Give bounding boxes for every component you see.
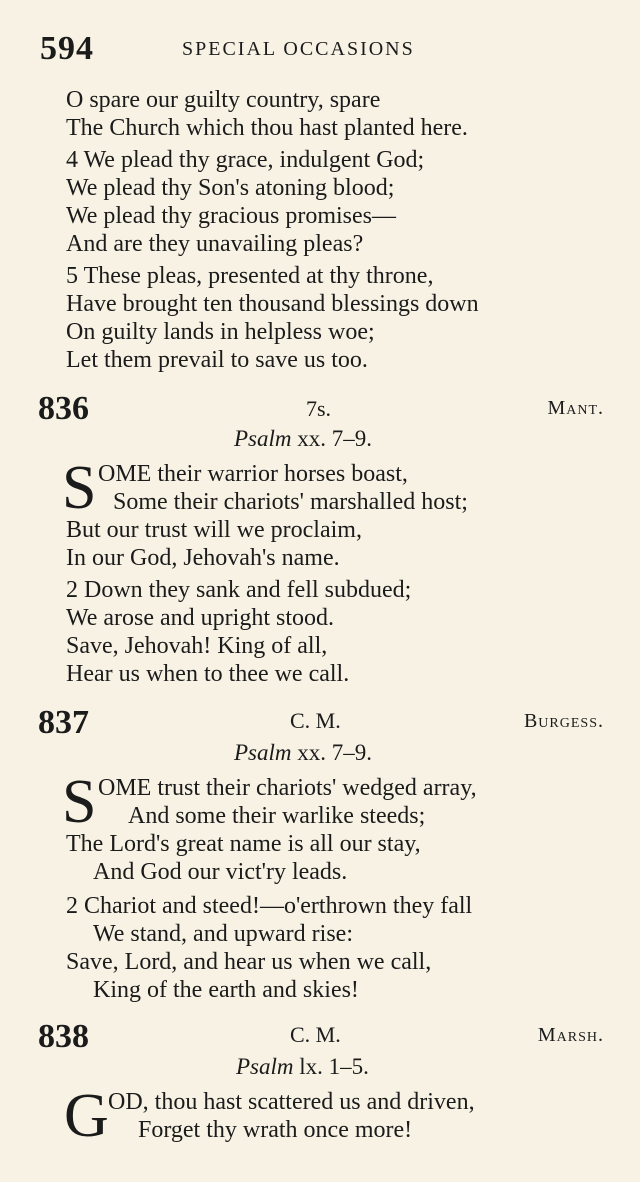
verse-line: Save, Jehovah! King of all, bbox=[66, 633, 328, 659]
verse-line: And are they unavailing pleas? bbox=[66, 231, 364, 257]
hymn-number: 837 bbox=[38, 704, 89, 741]
first-line: OME trust their chariots' wedged array, bbox=[98, 775, 477, 801]
hymn-number: 836 bbox=[38, 390, 89, 427]
verse-line: O spare our guilty country, spare bbox=[66, 87, 381, 113]
verse-line: Hear us when to thee we call. bbox=[66, 661, 350, 687]
psalm-ref: lx. 1–5. bbox=[299, 1054, 369, 1079]
drop-cap: S bbox=[62, 768, 97, 836]
psalm-word: Psalm bbox=[234, 426, 292, 451]
hymn-number: 838 bbox=[38, 1018, 89, 1055]
psalm-reference bbox=[234, 740, 372, 766]
verse-line: The Lord's great name is all our stay, bbox=[66, 831, 421, 857]
first-line: OD, thou hast scattered us and driven, bbox=[108, 1089, 475, 1115]
drop-cap: G bbox=[64, 1082, 109, 1150]
psalm-word: Psalm bbox=[234, 740, 292, 765]
verse-line: On guilty lands in helpless woe; bbox=[66, 319, 375, 345]
psalm-ref: xx. 7–9. bbox=[297, 740, 372, 765]
tune-name: Marsh. bbox=[537, 1024, 604, 1046]
verse-line: We plead thy Son's atoning blood; bbox=[66, 175, 395, 201]
verse-line: Let them prevail to save us too. bbox=[66, 347, 368, 373]
verse-line: The Church which thou hast planted here. bbox=[66, 115, 468, 141]
hymn-meter: C. M. bbox=[290, 708, 341, 733]
psalm-reference bbox=[234, 426, 372, 452]
verse-line: We plead thy gracious promises— bbox=[66, 203, 396, 229]
verse-line: Some their chariots' marshalled host; bbox=[113, 489, 468, 515]
verse-line: And God our vict'ry leads. bbox=[93, 859, 348, 885]
drop-cap: S bbox=[62, 454, 97, 522]
verse-line: 4 We plead thy grace, indulgent God; bbox=[66, 147, 425, 173]
psalm-reference bbox=[236, 1054, 369, 1080]
first-line: OME their warrior horses boast, bbox=[98, 461, 408, 487]
psalm-ref: xx. 7–9. bbox=[297, 426, 372, 451]
verse-line: Save, Lord, and hear us when we call, bbox=[66, 949, 432, 975]
page-header bbox=[40, 30, 600, 70]
verse-line: Have brought ten thousand blessings down bbox=[66, 291, 479, 317]
page-number: 594 bbox=[40, 30, 94, 67]
hymn-meter: C. M. bbox=[290, 1022, 341, 1047]
verse-line: And some their warlike steeds; bbox=[128, 803, 426, 829]
verse-line: 5 These pleas, presented at thy throne, bbox=[66, 263, 434, 289]
verse-line: 2 Down they sank and fell subdued; bbox=[66, 577, 412, 603]
tune-name: Mant. bbox=[547, 397, 604, 419]
verse-line: In our God, Jehovah's name. bbox=[66, 545, 340, 571]
verse-line: But our trust will we proclaim, bbox=[66, 517, 362, 543]
hymn-meter: 7s. bbox=[306, 396, 332, 421]
verse-line: We stand, and upward rise: bbox=[93, 921, 353, 947]
verse-line: 2 Chariot and steed!—o'erthrown they fall bbox=[66, 893, 473, 919]
psalm-word: Psalm bbox=[236, 1054, 294, 1079]
verse-line: King of the earth and skies! bbox=[93, 977, 359, 1003]
running-head: SPECIAL OCCASIONS bbox=[182, 38, 415, 60]
tune-name: Burgess. bbox=[523, 710, 604, 732]
verse-line: We arose and upright stood. bbox=[66, 605, 335, 631]
verse-line: Forget thy wrath once more! bbox=[138, 1117, 413, 1143]
